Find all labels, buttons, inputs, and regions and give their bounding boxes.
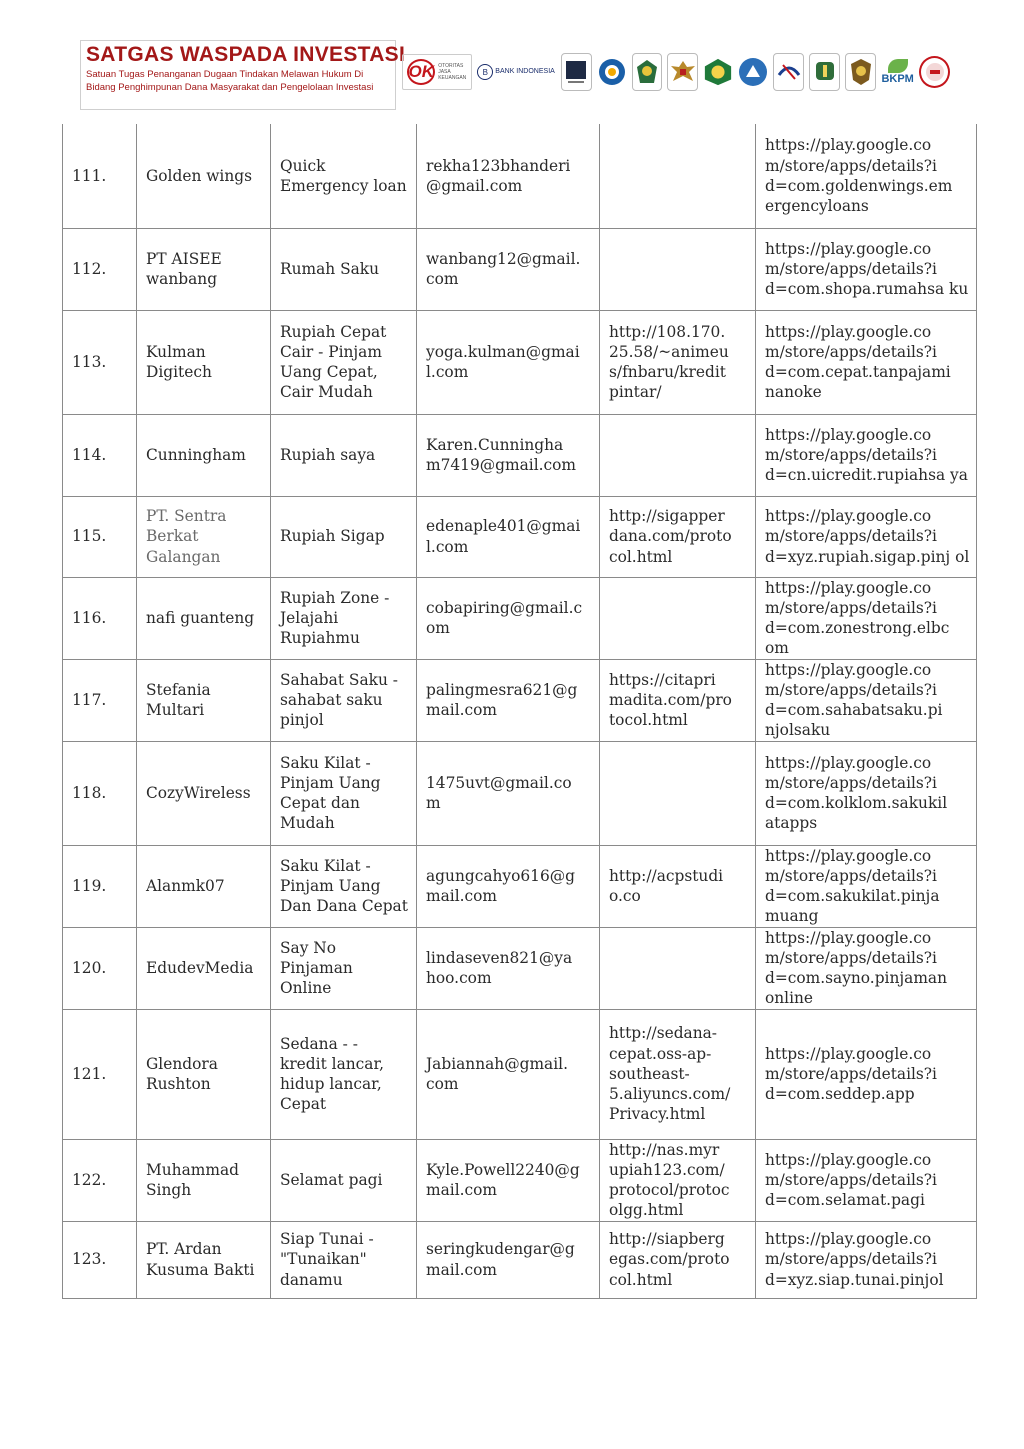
email: Kyle.Powell2240@g mail.com: [417, 1139, 600, 1221]
play-store-link: https://play.google.co m/store/apps/details?i d=com.selamat.pagi: [756, 1139, 977, 1221]
website: http://108.170. 25.58/~animeu s/fnbaru/kredit pintar/: [600, 310, 756, 414]
website: https://citapri madita.com/pro tocol.html: [600, 659, 756, 741]
bank-indonesia-logo-icon: [477, 57, 556, 87]
app-name: Say No Pinjaman Online: [271, 927, 417, 1009]
company-name: Stefania Multari: [137, 659, 271, 741]
website: [600, 228, 756, 310]
bkpm-logo-icon: [881, 52, 914, 92]
table-row: [63, 228, 977, 310]
agency-logos: [402, 44, 950, 100]
row-number: 113.: [63, 310, 137, 414]
email: yoga.kulman@gmai l.com: [417, 310, 600, 414]
kominfo-logo-icon: [597, 54, 627, 90]
company-name: PT. Ardan Kusuma Bakti: [137, 1221, 271, 1298]
app-name: Rupiah Cepat Cair - Pinjam Uang Cepat, Cair Mudah: [271, 310, 417, 414]
website: [600, 927, 756, 1009]
app-name: Sedana - - kredit lancar, hidup lancar, Cepat: [271, 1009, 417, 1139]
website: [600, 124, 756, 228]
agama-logo-icon: [703, 54, 733, 90]
app-name: Siap Tunai - "Tunaikan" danamu: [271, 1221, 417, 1298]
table-row: [63, 310, 977, 414]
row-number: 118.: [63, 741, 137, 845]
app-name: Rumah Saku: [271, 228, 417, 310]
page-header: [80, 40, 950, 112]
illegal-fintech-table: [62, 124, 977, 1299]
email: seringkudengar@g mail.com: [417, 1221, 600, 1298]
table-row: [63, 1009, 977, 1139]
company-name: Glendora Rushton: [137, 1009, 271, 1139]
play-store-link: https://play.google.co m/store/apps/details?i d=com.cepat.tanpajami nanoke: [756, 310, 977, 414]
website: [600, 577, 756, 659]
row-number: 111.: [63, 124, 137, 228]
email: Karen.Cunningha m7419@gmail.com: [417, 414, 600, 496]
table-row: [63, 659, 977, 741]
company-name: PT AISEE wanbang: [137, 228, 271, 310]
ministry-trade-logo-icon: [561, 53, 592, 91]
website: [600, 414, 756, 496]
email: wanbang12@gmail. com: [417, 228, 600, 310]
email: palingmesra621@g mail.com: [417, 659, 600, 741]
koperasi-logo-icon: [632, 53, 663, 91]
dikbud-logo-icon: [738, 54, 768, 90]
play-store-link: https://play.google.co m/store/apps/details?i d=xyz.siap.tunai.pinjol: [756, 1221, 977, 1298]
brand-title: SATGAS WASPADA INVESTASI: [86, 43, 406, 66]
bi-mark: B: [477, 64, 493, 80]
row-number: 121.: [63, 1009, 137, 1139]
table-row: [63, 496, 977, 577]
app-name: Sahabat Saku - sahabat saku pinjol: [271, 659, 417, 741]
play-store-link: https://play.google.co m/store/apps/details?i d=cn.uicredit.rupiahsa ya: [756, 414, 977, 496]
company-name: Golden wings: [137, 124, 271, 228]
ppatk-logo-icon: [919, 56, 950, 88]
website: http://siapberg egas.com/proto col.html: [600, 1221, 756, 1298]
play-store-link: https://play.google.co m/store/apps/details?i d=com.goldenwings.em ergencyloans: [756, 124, 977, 228]
app-name: Rupiah Zone - Jelajahi Rupiahmu: [271, 577, 417, 659]
bi-caption: BANK INDONESIA: [495, 68, 555, 75]
play-store-link: https://play.google.co m/store/apps/details?i d=com.sayno.pinjaman online: [756, 927, 977, 1009]
table-row: [63, 1139, 977, 1221]
ojk-mark: OK: [407, 59, 435, 85]
table-row: [63, 124, 977, 228]
row-number: 112.: [63, 228, 137, 310]
ojk-caption: OTORITAS JASA KEUANGAN: [438, 63, 467, 81]
company-name: Alanmk07: [137, 845, 271, 927]
kejaksaan-logo-icon: [809, 53, 840, 91]
app-name: Quick Emergency loan: [271, 124, 417, 228]
row-number: 114.: [63, 414, 137, 496]
row-number: 119.: [63, 845, 137, 927]
app-name: Saku Kilat - Pinjam Uang Dan Dana Cepat: [271, 845, 417, 927]
email: cobapiring@gmail.c om: [417, 577, 600, 659]
satgas-brand-box: [80, 40, 406, 110]
row-number: 115.: [63, 496, 137, 577]
company-name: PT. Sentra Berkat Galangan: [137, 496, 271, 577]
company-name: CozyWireless: [137, 741, 271, 845]
table-row: [63, 845, 977, 927]
play-store-link: https://play.google.co m/store/apps/details?i d=com.sakukilat.pinja muang: [756, 845, 977, 927]
row-number: 122.: [63, 1139, 137, 1221]
ojk-logo-icon: [402, 54, 472, 90]
play-store-link: https://play.google.co m/store/apps/details?i d=com.zonestrong.elbc om: [756, 577, 977, 659]
company-name: Kulman Digitech: [137, 310, 271, 414]
email: edenaple401@gmai l.com: [417, 496, 600, 577]
table-row: [63, 1221, 977, 1298]
email: agungcahyo616@g mail.com: [417, 845, 600, 927]
email: Jabiannah@gmail. com: [417, 1009, 600, 1139]
company-name: nafi guanteng: [137, 577, 271, 659]
row-number: 123.: [63, 1221, 137, 1298]
table-row: [63, 927, 977, 1009]
email: rekha123bhanderi @gmail.com: [417, 124, 600, 228]
email: 1475uvt@gmail.co m: [417, 741, 600, 845]
polri-logo-icon: [845, 53, 876, 91]
ministry-logo-icon: [773, 53, 804, 91]
website: http://sedana- cepat.oss-ap- southeast- 5.aliyuncs.com/ Privacy.html: [600, 1009, 756, 1139]
row-number: 116.: [63, 577, 137, 659]
play-store-link: https://play.google.co m/store/apps/details?i d=xyz.rupiah.sigap.pinj ol: [756, 496, 977, 577]
email: lindaseven821@ya hoo.com: [417, 927, 600, 1009]
website: http://nas.myr upiah123.com/ protocol/protoc olgg.html: [600, 1139, 756, 1221]
table-row: [63, 577, 977, 659]
app-name: Rupiah saya: [271, 414, 417, 496]
play-store-link: https://play.google.co m/store/apps/details?i d=com.kolklom.sakukil atapps: [756, 741, 977, 845]
table-row: [63, 741, 977, 845]
bkpm-caption: BKPM: [881, 73, 914, 85]
app-name: Rupiah Sigap: [271, 496, 417, 577]
play-store-link: https://play.google.co m/store/apps/details?i d=com.sahabatsaku.pi njolsaku: [756, 659, 977, 741]
play-store-link: https://play.google.co m/store/apps/details?i d=com.seddep.app: [756, 1009, 977, 1139]
row-number: 120.: [63, 927, 137, 1009]
play-store-link: https://play.google.co m/store/apps/details?i d=com.shopa.rumahsa ku: [756, 228, 977, 310]
app-name: Selamat pagi: [271, 1139, 417, 1221]
garuda-logo-icon: [667, 53, 698, 91]
website: http://acpstudi o.co: [600, 845, 756, 927]
website: [600, 741, 756, 845]
row-number: 117.: [63, 659, 137, 741]
app-name: Saku Kilat - Pinjam Uang Cepat dan Mudah: [271, 741, 417, 845]
website: http://sigapper dana.com/proto col.html: [600, 496, 756, 577]
company-name: Muhammad Singh: [137, 1139, 271, 1221]
table-row: [63, 414, 977, 496]
company-name: Cunningham: [137, 414, 271, 496]
bkpm-leaf: [888, 59, 908, 73]
brand-subtitle: Satuan Tugas Penanganan Dugaan Tindakan Melawan Hukum Di Bidang Penghimpunan Dana Masyarakat dan Pengelolaan Investasi: [86, 69, 374, 93]
company-name: EdudevMedia: [137, 927, 271, 1009]
